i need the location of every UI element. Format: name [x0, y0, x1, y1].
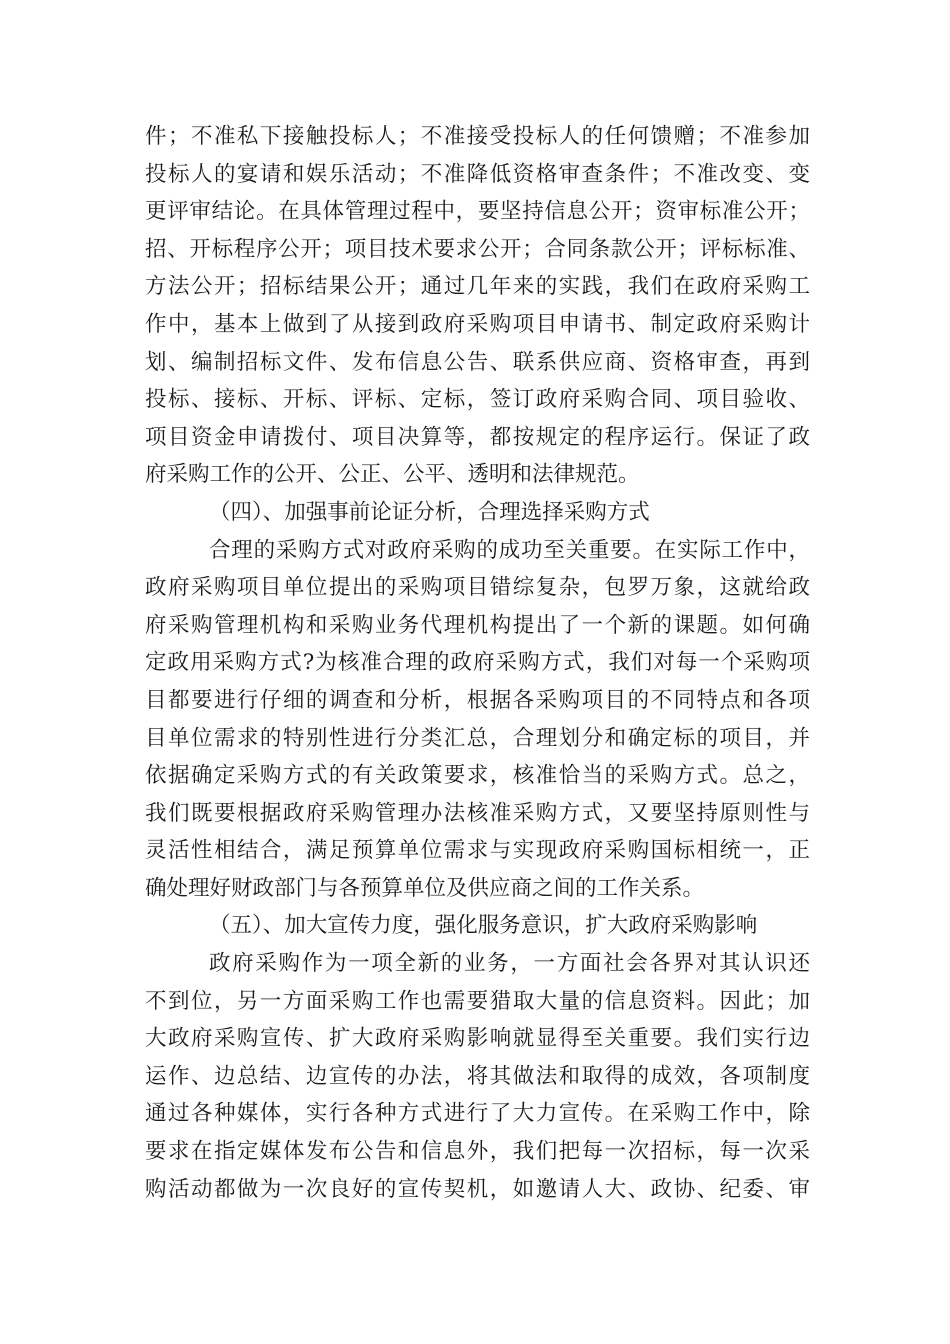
body-line: 作中，基本上做到了从接到政府采购项目申请书、制定政府采购计	[145, 311, 810, 337]
body-line: 划、编制招标文件、发布信息公告、联系供应商、资格审查，再到	[145, 349, 810, 375]
paragraph-first-line: 政府采购作为一项全新的业务，一方面社会各界对其认识还	[209, 951, 810, 977]
body-line: 通过各种媒体，实行各种方式进行了大力宣传。在采购工作中，除	[145, 1101, 810, 1127]
body-line: 投标人的宴请和娱乐活动；不准降低资格审查条件；不准改变、变	[145, 161, 810, 187]
body-line: 要求在指定媒体发布公告和信息外，我们把每一次招标，每一次采	[145, 1139, 810, 1165]
body-line: 目单位需求的特别性进行分类汇总，合理划分和确定标的项目，并	[145, 725, 810, 751]
body-line: 大政府采购宣传、扩大政府采购影响就显得至关重要。我们实行边	[145, 1026, 810, 1052]
body-line: 运作、边总结、边宣传的办法，将其做法和取得的成效，各项制度	[145, 1063, 810, 1089]
body-line: 不到位，另一方面采购工作也需要猎取大量的信息资料。因此；加	[145, 988, 810, 1014]
document-body	[145, 118, 810, 1208]
paragraph-first-line: 合理的采购方式对政府采购的成功至关重要。在实际工作中，	[209, 537, 810, 563]
body-line: 府采购工作的公开、公正、公平、透明和法律规范。	[145, 462, 640, 488]
body-line: 府采购管理机构和采购业务代理机构提出了一个新的课题。如何确	[145, 612, 810, 638]
body-line: 目都要进行仔细的调查和分析，根据各采购项目的不同特点和各项	[145, 687, 810, 713]
body-line: 政府采购项目单位提出的采购项目错综复杂，包罗万象，这就给政	[145, 575, 810, 601]
body-line: 购活动都做为一次良好的宣传契机，如邀请人大、政协、纪委、审	[145, 1176, 810, 1202]
body-line: 方法公开；招标结果公开；通过几年来的实践，我们在政府采购工	[145, 274, 810, 300]
body-line: 项目资金申请拨付、项目决算等，都按规定的程序运行。保证了政	[145, 424, 810, 450]
body-line: 招、开标程序公开；项目技术要求公开；合同条款公开；评标标准、	[145, 236, 810, 262]
body-line: 投标、接标、开标、评标、定标，签订政府采购合同、项目验收、	[145, 387, 810, 413]
body-line: 我们既要根据政府采购管理办法核准采购方式，又要坚持原则性与	[145, 800, 810, 826]
body-line: 依据确定采购方式的有关政策要求，核准恰当的采购方式。总之，	[145, 763, 810, 789]
section-heading: （五）、加大宣传力度，强化服务意识，扩大政府采购影响	[209, 913, 758, 939]
body-line: 灵活性相结合，满足预算单位需求与实现政府采购国标相统一，正	[145, 838, 810, 864]
body-line: 确处理好财政部门与各预算单位及供应商之间的工作关系。	[145, 875, 705, 901]
section-heading: （四）、加强事前论证分析，合理选择采购方式	[209, 499, 650, 525]
body-line: 件；不准私下接触投标人；不准接受投标人的任何馈赠；不准参加	[145, 124, 810, 149]
body-line: 定政用采购方式?为核准合理的政府采购方式，我们对每一个采购项	[145, 650, 810, 676]
body-line: 更评审结论。在具体管理过程中，要坚持信息公开；资审标准公开；	[145, 199, 810, 225]
